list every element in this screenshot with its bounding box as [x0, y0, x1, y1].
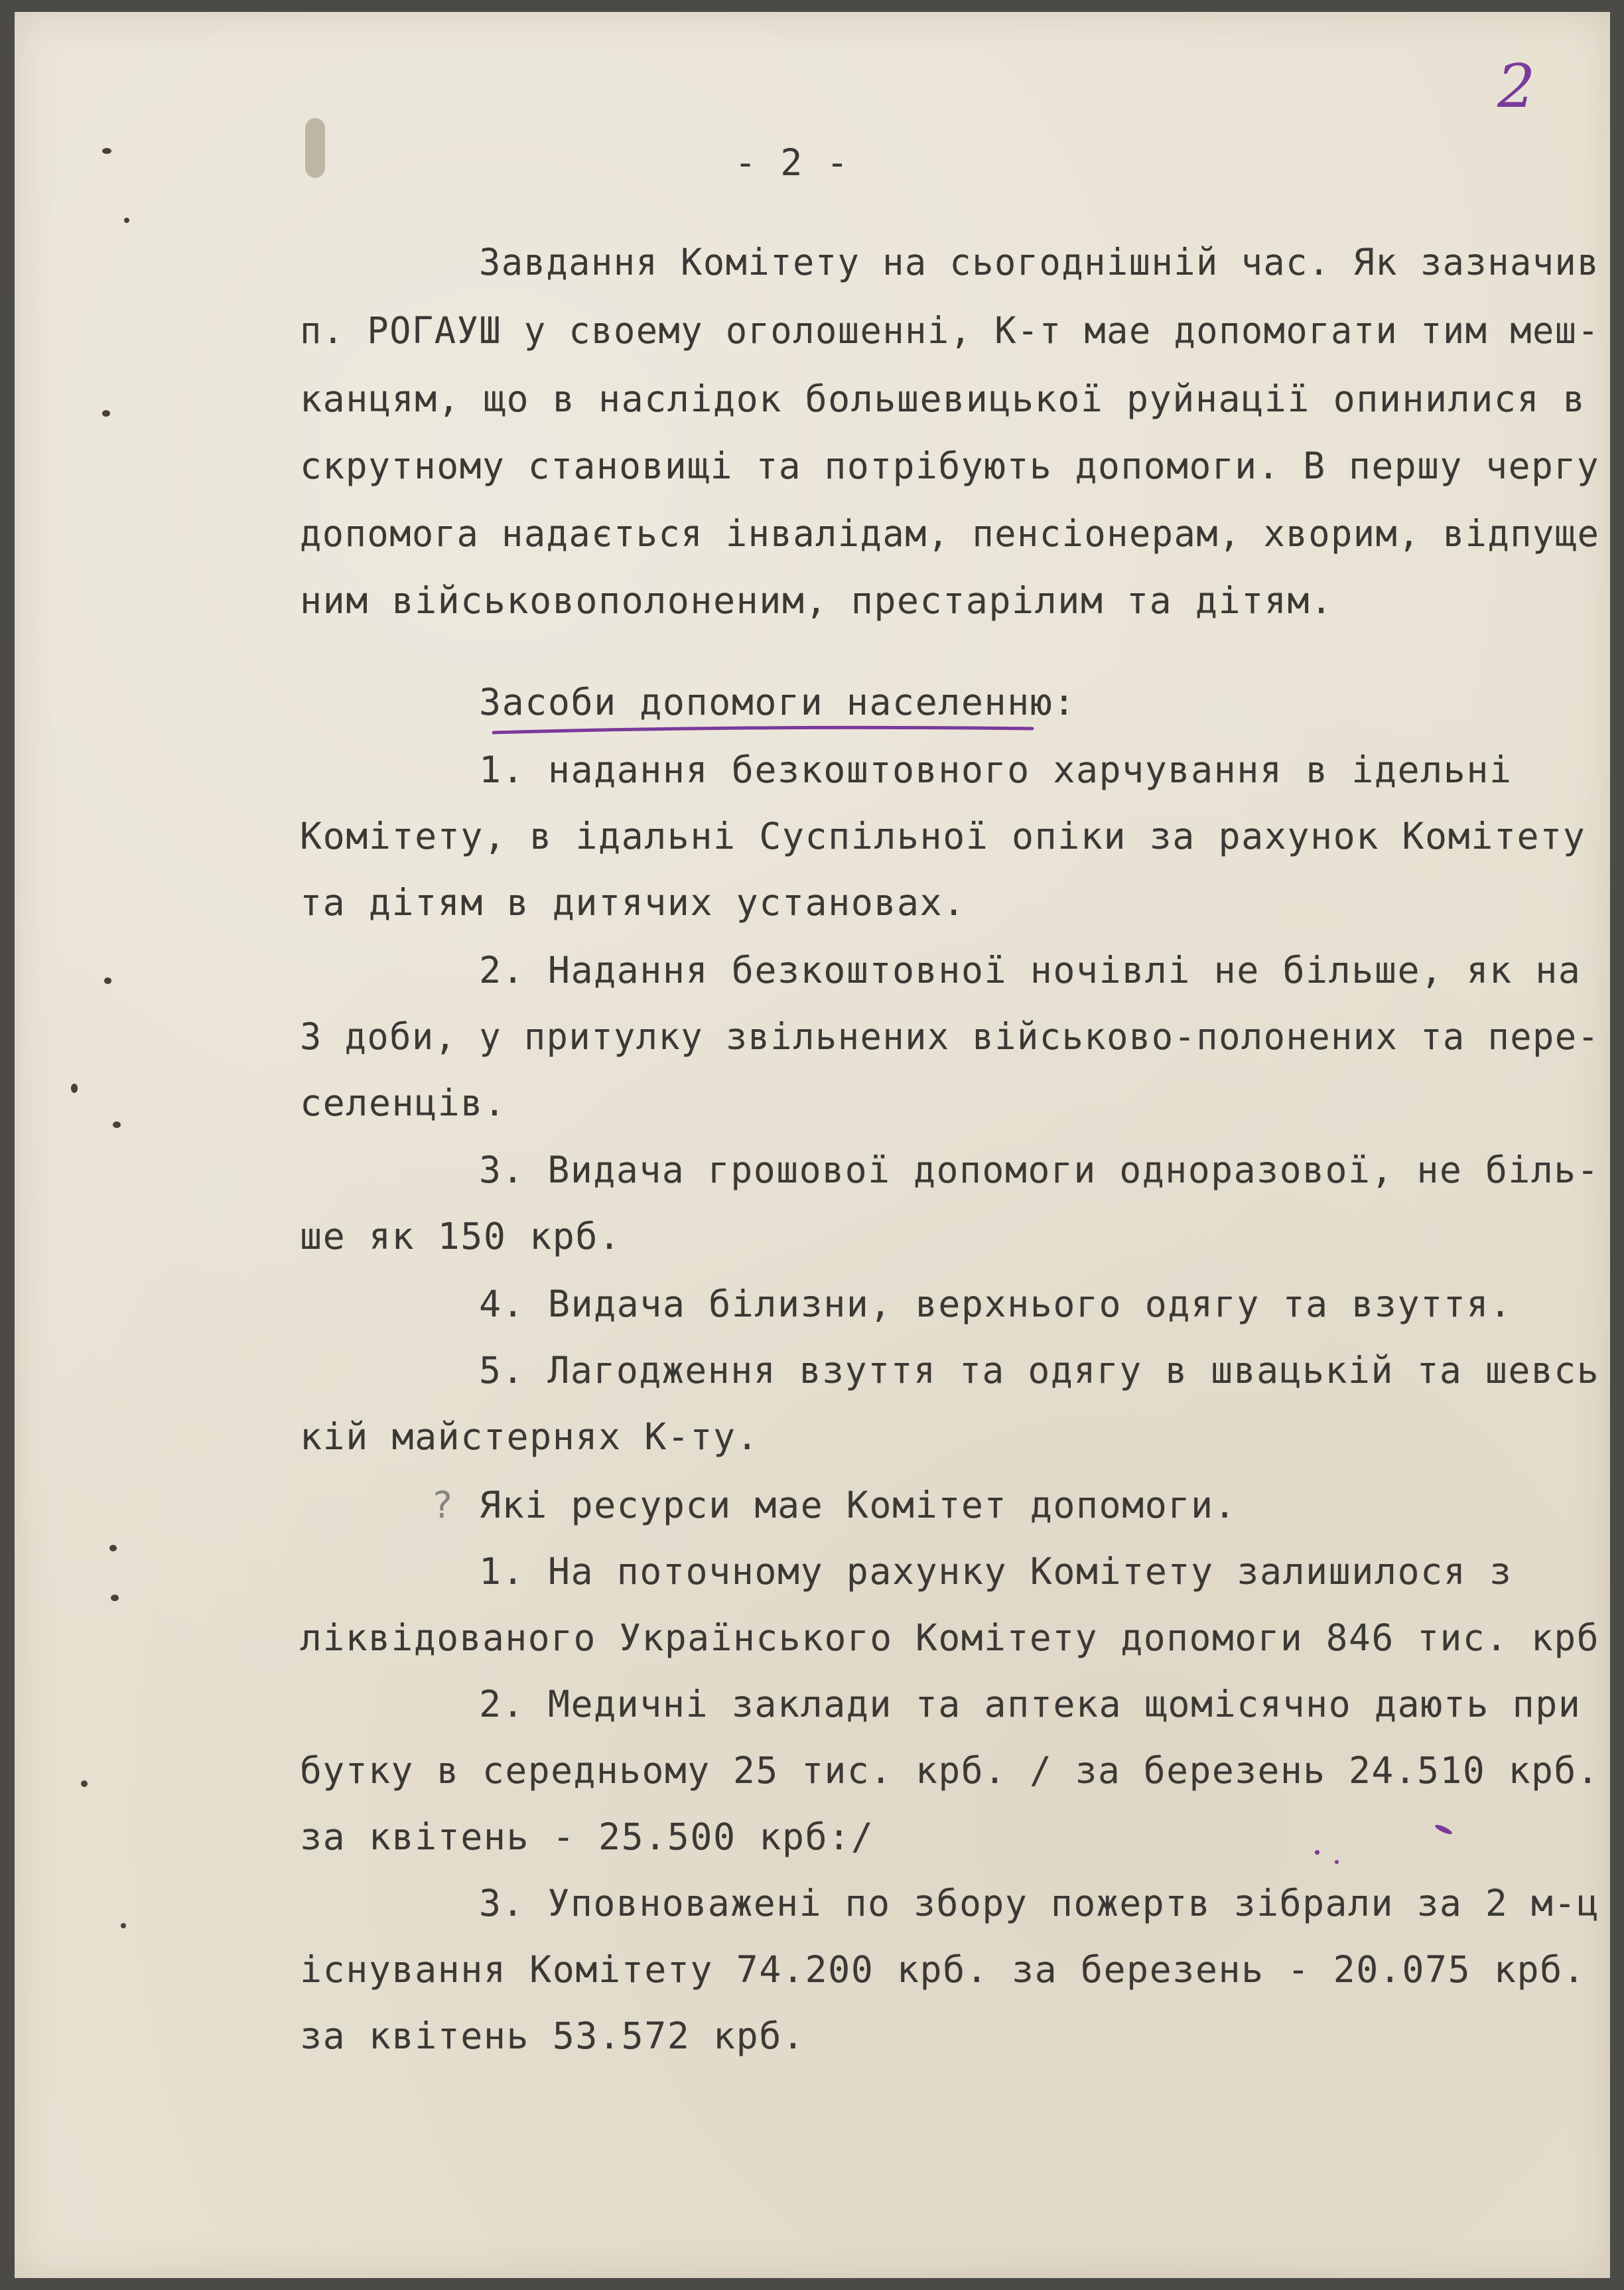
binding-hole-mark	[113, 1121, 121, 1128]
list-item-line: 1. надання безкоштовного харчування в ідельні	[479, 749, 1513, 791]
list-item-line: 4. Видача білизни, верхнього одягу та взуття.	[479, 1283, 1513, 1325]
text-line: скрутному становищі та потрібують допомоги. В першу чергу	[300, 445, 1600, 487]
list-item-line: ше як 150 крб.	[300, 1215, 622, 1257]
text-line: п. РОГАУШ у своему оголошенні, К-т мае допомогати тим меш-	[300, 309, 1600, 352]
binding-hole-mark	[71, 1084, 78, 1093]
archive-page-number: 2	[1497, 52, 1536, 121]
resources-heading: Які ресурси мае Комітет допомоги.	[479, 1484, 1237, 1526]
document-page	[15, 12, 1610, 2278]
binding-hole-mark	[109, 1545, 117, 1551]
binding-hole-mark	[81, 1780, 88, 1787]
list-item-line: 2. Надання безкоштовної ночівлі не більше, як на	[479, 949, 1582, 991]
list-item-line: бутку в середньому 25 тис. крб. / за березень 24.510 крб.	[300, 1749, 1600, 1792]
ink-dot	[1315, 1850, 1320, 1855]
binding-hole-mark	[124, 218, 129, 223]
purple-underline	[491, 721, 1035, 741]
list-item-line: ліквідованого Українського Комітету допомоги 846 тис. крб	[300, 1616, 1600, 1659]
list-item-line: 2. Медичні заклади та аптека щомісячно дають при	[479, 1683, 1582, 1725]
binding-hole-mark	[111, 1595, 119, 1601]
list-item-line: 3. Видача грошової допомоги одноразової, не біль-	[479, 1149, 1600, 1191]
staple-smudge	[305, 118, 325, 178]
section-heading: Засоби допомоги населенню:	[479, 681, 1076, 723]
binding-hole-mark	[121, 1923, 126, 1928]
list-item-line: Комітету, в ідальні Суспільної опіки за рахунок Комітету	[300, 815, 1586, 857]
margin-question-mark: ?	[431, 1484, 454, 1526]
page-number: - 2 -	[734, 141, 850, 184]
list-item-line: за квітень - 25.500 крб:/	[300, 1816, 874, 1858]
text-line: Завдання Комітету на сьогоднішній час. Як зазначив	[479, 241, 1600, 283]
text-line: ним військовополоненим, престарілим та дітям.	[300, 579, 1333, 622]
list-item-line: за квітень 53.572 крб.	[300, 2015, 805, 2057]
list-item-line: 3. Уповноважені по збору пожертв зібрали за 2 м-ц	[479, 1882, 1600, 1924]
binding-hole-mark	[104, 977, 111, 984]
ink-tick	[1434, 1823, 1454, 1835]
list-item-line: існування Комітету 74.200 крб. за березень - 20.075 крб.	[300, 1948, 1586, 1991]
list-item-line: селенців.	[300, 1082, 507, 1124]
list-item-line: 5. Лагодження взуття та одягу в швацькій та шевсь	[479, 1349, 1600, 1392]
text-line: допомога надається інвалідам, пенсіонерам, хворим, відпуще	[300, 512, 1600, 555]
binding-hole-mark	[102, 410, 110, 417]
ink-dot	[1335, 1860, 1339, 1864]
list-item-line: кій майстернях К-ту.	[300, 1415, 760, 1458]
list-item-line: 3 доби, у притулку звільнених військово-полонених та пере-	[300, 1015, 1600, 1058]
list-item-line: 1. На поточному рахунку Комітету залишилося з	[479, 1550, 1513, 1593]
binding-hole-mark	[102, 148, 111, 154]
text-line: канцям, що в наслідок большевицької руйнації опинилися в	[300, 378, 1586, 420]
list-item-line: та дітям в дитячих установах.	[300, 881, 966, 924]
